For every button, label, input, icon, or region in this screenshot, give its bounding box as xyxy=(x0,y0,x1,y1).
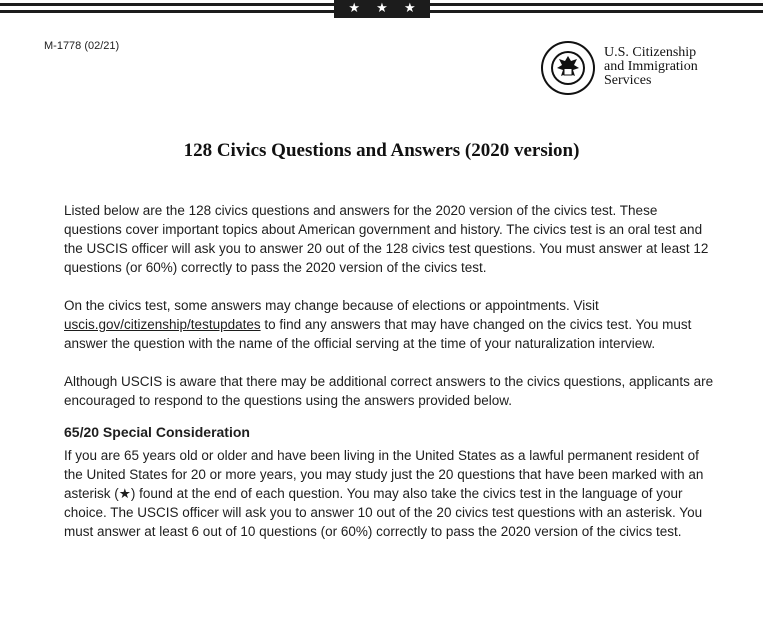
updates-paragraph xyxy=(64,296,714,353)
form-number: M-1778 (02/21) xyxy=(44,40,120,52)
dhs-seal-icon xyxy=(540,40,596,96)
banner-rule-left-top xyxy=(0,3,334,6)
agency-name xyxy=(604,46,698,88)
updates-text-before: On the civics test, some answers may change because of elections or appointments. Visit xyxy=(64,298,599,313)
updates-text-after: to find any answers that may have changed on the civics test. You must answer the question with the name of the official serving at the time of your naturalization interview. xyxy=(64,317,692,351)
section-heading: 65/20 Special Consideration xyxy=(64,424,250,440)
banner-rule-left-bottom xyxy=(0,10,334,13)
banner-rule-right-bottom xyxy=(430,10,763,13)
agency-line-3: Services xyxy=(604,73,652,88)
intro-paragraph: Listed below are the 128 civics questions and answers for the 2020 version of the civics test. These questions cover important topics about American government and history. The civics test is an oral test and the USCIS officer will ask you to answer 20 out of the 128 civics test questions. You must answer at least 12 questions (or 60%) correctly to pass the 2020 version of the civics test. xyxy=(64,203,709,275)
document-title: 128 Civics Questions and Answers (2020 version) xyxy=(183,140,580,161)
document-body xyxy=(64,201,714,541)
agency-line-1: U.S. Citizenship xyxy=(604,45,697,60)
banner-stars: ★ ★ ★ ★ xyxy=(334,0,430,18)
banner-rule-right-top xyxy=(430,3,763,6)
special-consideration-paragraph: If you are 65 years old or older and have been living in the United States as a lawful permanent resident of the United States for 20 or more years, you may study just the 20 questions that have been marked with an asterisk (★) found at the end of each question. You may also take the civics test in the language of your choice. The USCIS officer will ask you to answer 10 out of the 20 civics test questions with an asterisk. You must answer at least 6 out of 10 questions (or 60%) correctly to pass the 2020 version of the civics test. xyxy=(64,448,704,539)
top-banner xyxy=(0,0,763,34)
agency-line-2: and Immigration xyxy=(604,59,698,74)
testupdates-link[interactable]: uscis.gov/citizenship/testupdates xyxy=(64,317,261,332)
answers-paragraph: Although USCIS is aware that there may be additional correct answers to the civics questions, applicants are encouraged to respond to the questions using the answers provided below. xyxy=(64,374,714,408)
